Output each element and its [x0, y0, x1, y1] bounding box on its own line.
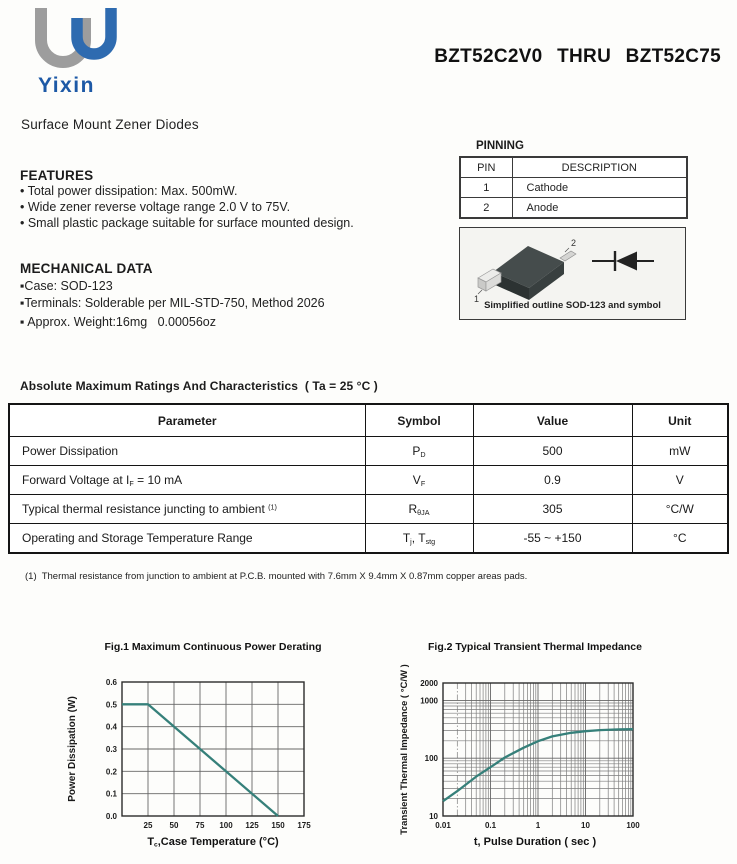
svg-text:25: 25 [143, 821, 153, 830]
col-symbol: Symbol [365, 404, 473, 437]
feature-item: • Small plastic package suitable for surface mounted design. [20, 215, 354, 230]
ratings-table [8, 403, 729, 554]
svg-text:10: 10 [429, 812, 438, 821]
svg-text:100: 100 [424, 754, 438, 764]
table-row [460, 178, 687, 198]
svg-text:1: 1 [535, 821, 541, 830]
fig1-chart [35, 660, 365, 864]
pin-description: Anode [512, 198, 687, 219]
feature-item: • Total power dissipation: Max. 500mW. [20, 184, 238, 198]
yixin-logo-icon [32, 6, 124, 76]
value-cell: -55 ~ +150 [473, 524, 632, 554]
parameter-cell: Typical thermal resistance juncting to ambient $^{(1)}$ [9, 495, 365, 524]
table-row [9, 524, 728, 554]
svg-text:150: 150 [271, 821, 285, 830]
mechanical-item: ▪ Approx. Weight:16mg 0.00056oz [20, 315, 216, 329]
unit-cell: V [632, 466, 728, 495]
mechanical-item: ▪Case: SOD-123 [20, 279, 113, 293]
ratings-heading: Absolute Maximum Ratings And Characteristics ( Ta = 25 °C ) [20, 379, 378, 393]
ratings-header-row [9, 404, 728, 437]
svg-text:100: 100 [626, 821, 640, 830]
brand-name: Yixin [38, 74, 95, 97]
pinning-header-row [460, 157, 687, 178]
fig2-xlabel: t, Pulse Duration ( sec ) [473, 836, 597, 848]
svg-text:0.2: 0.2 [105, 767, 117, 777]
pinning-col-pin: PIN [460, 157, 512, 178]
svg-text:0.01: 0.01 [435, 821, 451, 830]
svg-text:Power Dissipation (W): Power Dissipation (W) [67, 696, 78, 802]
col-value: Value [473, 404, 632, 437]
features-list [20, 184, 450, 231]
unit-cell: °C [632, 524, 728, 554]
svg-text:50: 50 [169, 821, 179, 830]
pin-number: 2 [460, 198, 512, 219]
parameter-cell: Operating and Storage Temperature Range [9, 524, 365, 554]
svg-text:0.1: 0.1 [484, 821, 497, 830]
pinning-col-description: DESCRIPTION [512, 157, 687, 178]
table-row [460, 198, 687, 219]
mechanical-heading: MECHANICAL DATA [20, 261, 153, 276]
svg-text:0.3: 0.3 [105, 745, 117, 754]
svg-text:0.1: 0.1 [105, 789, 117, 799]
mechanical-item: ▪Terminals: Solderable per MIL-STD-750, Method 2026 [20, 296, 325, 310]
table-row [9, 495, 728, 524]
pin2-label: 2 [571, 238, 577, 248]
pin-number: 1 [460, 178, 512, 198]
page-subtitle: Surface Mount Zener Diodes [21, 117, 199, 132]
fig1-title: Fig.1 Maximum Continuous Power Derating [104, 641, 322, 653]
parameter-cell: Forward Voltage at $I_F = 10$ mA [9, 466, 365, 495]
svg-text:0.0: 0.0 [105, 812, 117, 821]
fig1-xlabel: $T_c,Case$ Temperature (°C) [147, 836, 279, 849]
svg-text:1000: 1000 [420, 696, 438, 706]
sod123-package-drawing [468, 232, 593, 307]
svg-text:175: 175 [297, 821, 311, 830]
parameter-cell: Power Dissipation [9, 437, 365, 466]
pin1-label: 1 [474, 294, 480, 304]
value-cell: 305 [473, 495, 632, 524]
pinning-table [459, 156, 688, 219]
value-cell: 0.9 [473, 466, 632, 495]
pin-description: Cathode [512, 178, 687, 198]
symbol-cell: $V_F$ [365, 466, 473, 495]
unit-cell: mW [632, 437, 728, 466]
fig2-chart [385, 660, 737, 864]
symbol-cell: $P_D$ [365, 437, 473, 466]
col-unit: Unit [632, 404, 728, 437]
outline-caption: Simplified outline SOD-123 and symbol [484, 300, 661, 311]
footnote: (1) Thermal resistance from junction to ambient at P.C.B. mounted with 7.6mm X 9.4mm X 0.87mm copper areas pads. [25, 571, 528, 582]
svg-text:0.4: 0.4 [105, 722, 117, 732]
svg-text:2000: 2000 [420, 679, 438, 688]
col-parameter: Parameter [9, 404, 365, 437]
symbol-cell: $R_{\theta JA}$ [365, 495, 473, 524]
svg-text:125: 125 [245, 821, 259, 830]
svg-text:10: 10 [581, 821, 590, 830]
svg-text:Transient Thermal Impedance (: Transient Thermal Impedance ( °C/W ) [399, 664, 410, 835]
unit-cell: °C/W [632, 495, 728, 524]
value-cell: 500 [473, 437, 632, 466]
table-row [9, 437, 728, 466]
svg-text:0.5: 0.5 [105, 700, 117, 710]
svg-text:75: 75 [195, 821, 205, 830]
svg-text:100: 100 [219, 821, 233, 830]
symbol-cell: $T_j$, $T_{stg}$ [365, 524, 473, 554]
page-title: BZT52C2V0 THRU BZT52C75 [434, 46, 721, 67]
svg-text:0.6: 0.6 [105, 678, 117, 687]
table-row [9, 466, 728, 495]
fig2-title: Fig.2 Typical Transient Thermal Impedance [428, 641, 642, 653]
feature-item: • Wide zener reverse voltage range 2.0 V to 75V. [20, 199, 291, 214]
features-heading: FEATURES [20, 168, 94, 183]
zener-diode-symbol-icon [592, 249, 654, 273]
pinning-heading: PINNING [476, 140, 524, 152]
